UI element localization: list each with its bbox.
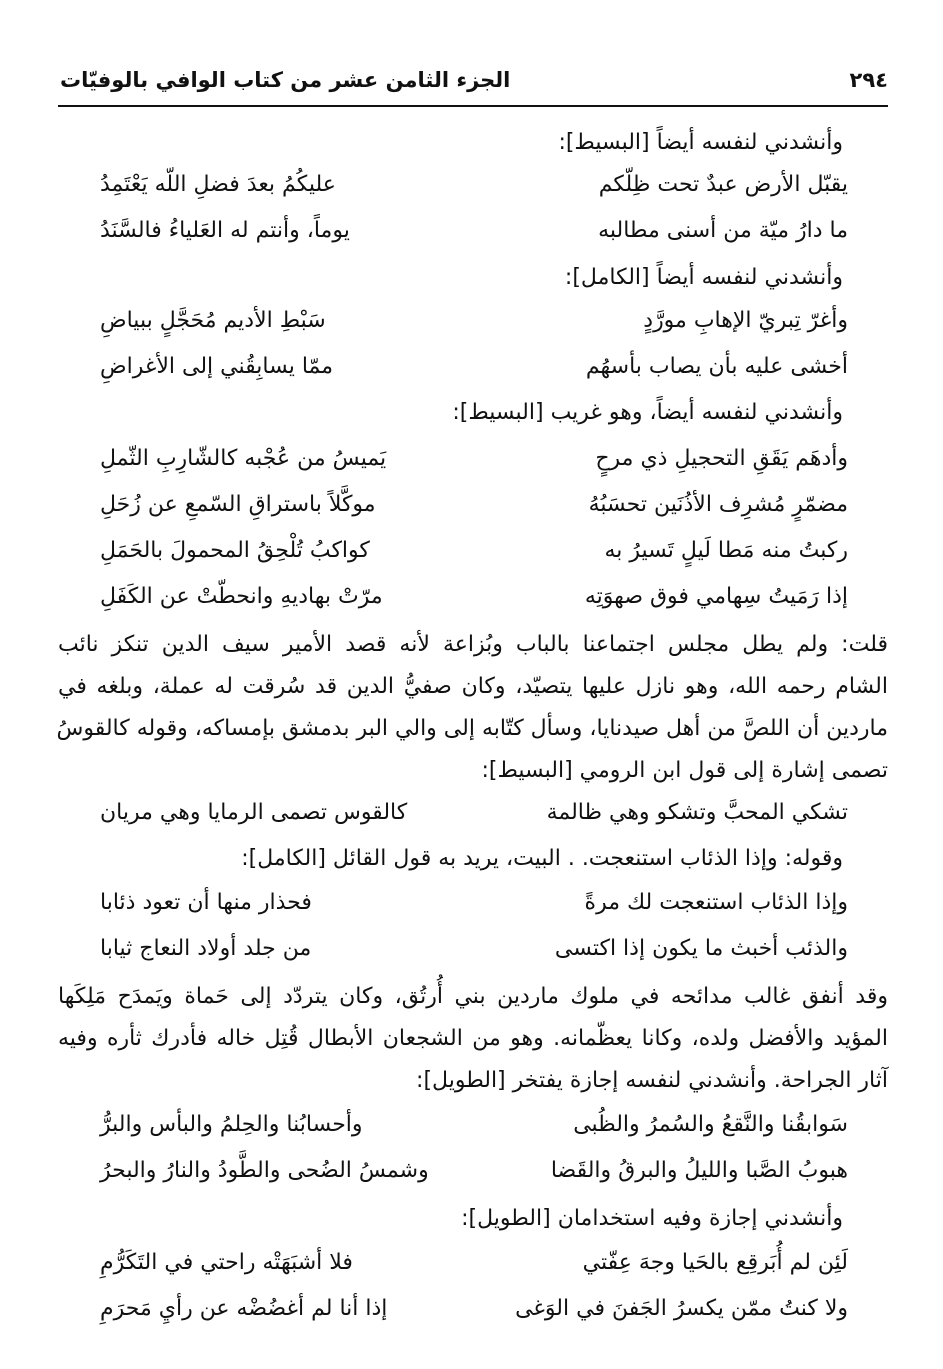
first-hemistich: ولا كنتُ ممّن يكسرُ الجَفنَ في الوَغى — [515, 1296, 848, 1321]
second-hemistich: مرّتْ بهاديهِ وانحطّتْ عن الكَفَلِ — [100, 584, 383, 609]
first-hemistich: هبوبُ الصَّبا والليلُ والبرقُ والقَضا — [550, 1158, 848, 1183]
header-rule — [58, 105, 888, 107]
first-hemistich: وأدهَم يَقَقِ التحجيلِ ذي مرحٍ — [595, 446, 848, 471]
first-hemistich: سَوابقُنا والنَّقعُ والسُمرُ والظُبى — [573, 1112, 848, 1137]
verse-line — [100, 1112, 848, 1152]
verse-line — [100, 890, 848, 930]
verse-line — [100, 354, 848, 394]
verse-line — [100, 1158, 848, 1198]
prose-line: الشام رحمه الله، وهو نازل عليها يتصيّد، وكان صفيُّ الدين قد سُرقت له عملة، وبلغه في — [58, 674, 888, 699]
first-hemistich: وإذا الذئاب استنعجت لك مرةً — [584, 890, 848, 915]
second-hemistich: وشمسُ الضُحى والطَّودُ والنارُ والبحرُ — [100, 1158, 429, 1183]
second-hemistich: موكَّلاً باستراقِ السّمعِ عن زُحَلِ — [100, 492, 376, 517]
first-hemistich: ما دارُ ميّة من أسنى مطالبه — [598, 218, 848, 243]
poem-intro: وقوله: وإذا الذئاب استنعجت. . البيت، يريد به قول القائل [الكامل]: — [241, 846, 843, 871]
second-hemistich: من جلد أولاد النعاج ثيابا — [100, 936, 312, 961]
second-hemistich: يَميسُ من عُجْبه كالشّارِبِ الثّملِ — [100, 446, 387, 471]
second-hemistich: وأحسابُنا والحِلمُ والبأس والبرُّ — [100, 1112, 363, 1137]
second-hemistich: فلا أشبَهَتْه راحتي في التَكَرُّمِ — [100, 1250, 353, 1275]
prose-line: المؤيد والأفضل ولده، وكانا يعظّمانه. وهو من الشجعان الأبطال قُتِل خاله فأدرك ثأره وفيه — [58, 1026, 888, 1051]
prose-line: قلت: ولم يطل مجلس اجتماعنا بالباب وبُزاعة لأنه قصد الأمير سيف الدين تنكز نائب — [58, 632, 888, 657]
first-hemistich: والذئب أخبث ما يكون إذا اكتسى — [554, 936, 848, 961]
first-hemistich: تشكي المحبَّ وتشكو وهي ظالمة — [546, 800, 848, 825]
running-title: الجزء الثامن عشر من كتاب الوافي بالوفيّات — [60, 68, 511, 92]
verse-line — [100, 1250, 848, 1290]
first-hemistich: مضمّرٍ مُشرِف الأذُنَين تحسَبُهُ — [588, 492, 848, 517]
first-hemistich: إذا رَمَيتُ سِهامي فوق صهوَتِه — [584, 584, 848, 609]
second-hemistich: عليكُمُ بعدَ فضلِ اللّه يَعْتَمِدُ — [100, 172, 336, 197]
second-hemistich: كواكبُ تُلْحِقُ المحمولَ بالحَمَلِ — [100, 538, 370, 563]
second-hemistich: ممّا يسابِقُني إلى الأغراضِ — [100, 354, 334, 379]
second-hemistich: كالقوس تصمى الرمايا وهي مريان — [100, 800, 408, 825]
first-hemistich: وأغرّ تِبريّ الإهابِ مورَّدٍ — [643, 308, 848, 333]
verse-line — [100, 936, 848, 976]
verse-line — [100, 800, 848, 840]
poem-intro: وأنشدني لنفسه أيضاً [الكامل]: — [564, 265, 843, 290]
first-hemistich: يقبّل الأرض عبدٌ تحت ظِلّكم — [598, 172, 848, 197]
poem-intro: وأنشدني لنفسه أيضاً [البسيط]: — [558, 130, 843, 155]
verse-line — [100, 584, 848, 624]
prose-line: ماردين أن اللصَّ من أهل صيدنايا، وسأل كتّابه إلى والي البر بدمشق بإمساكه، وقوله كالقوسُ — [56, 716, 888, 741]
first-hemistich: لَئِن لم أُبَرقِع بالحَيا وجهَ عِفّتي — [582, 1250, 848, 1275]
second-hemistich: إذا أنا لم أغضُضْه عن رأيِ مَحرَمِ — [100, 1296, 388, 1321]
prose-line: تصمى إشارة إلى قول ابن الرومي [البسيط]: — [481, 758, 888, 783]
second-hemistich: يوماً، وأنتم له العَلياءُ فالسَّنَدُ — [100, 218, 350, 243]
prose-line: وقد أنفق غالب مدائحه في ملوك ماردين بني أُرتُق، وكان يتردّد إلى حَماة ويَمدَح مَلِكَها — [58, 984, 888, 1009]
verse-line — [100, 172, 848, 212]
second-hemistich: فحذار منها أن تعود ذئابا — [100, 890, 312, 915]
verse-line — [100, 308, 848, 348]
verse-line — [100, 492, 848, 532]
verse-line — [100, 538, 848, 578]
page-header — [60, 60, 888, 100]
prose-line: آثار الجراحة. وأنشدني لنفسه إجازة يفتخر [الطويل]: — [416, 1068, 888, 1093]
verse-line — [100, 1296, 848, 1336]
verse-line — [100, 446, 848, 486]
first-hemistich: ركبتُ منه مَطا لَيلٍ تَسيرُ به — [604, 538, 848, 563]
poem-intro: وأنشدني إجازة وفيه استخدامان [الطويل]: — [461, 1206, 843, 1231]
page-number: ٢٩٤ — [849, 68, 888, 92]
poem-intro: وأنشدني لنفسه أيضاً، وهو غريب [البسيط]: — [452, 400, 843, 425]
first-hemistich: أخشى عليه بأن يصاب بأسهُم — [585, 354, 848, 379]
second-hemistich: سَبْطِ الأديم مُحَجَّلٍ ببياضِ — [100, 308, 326, 333]
verse-line — [100, 218, 848, 258]
